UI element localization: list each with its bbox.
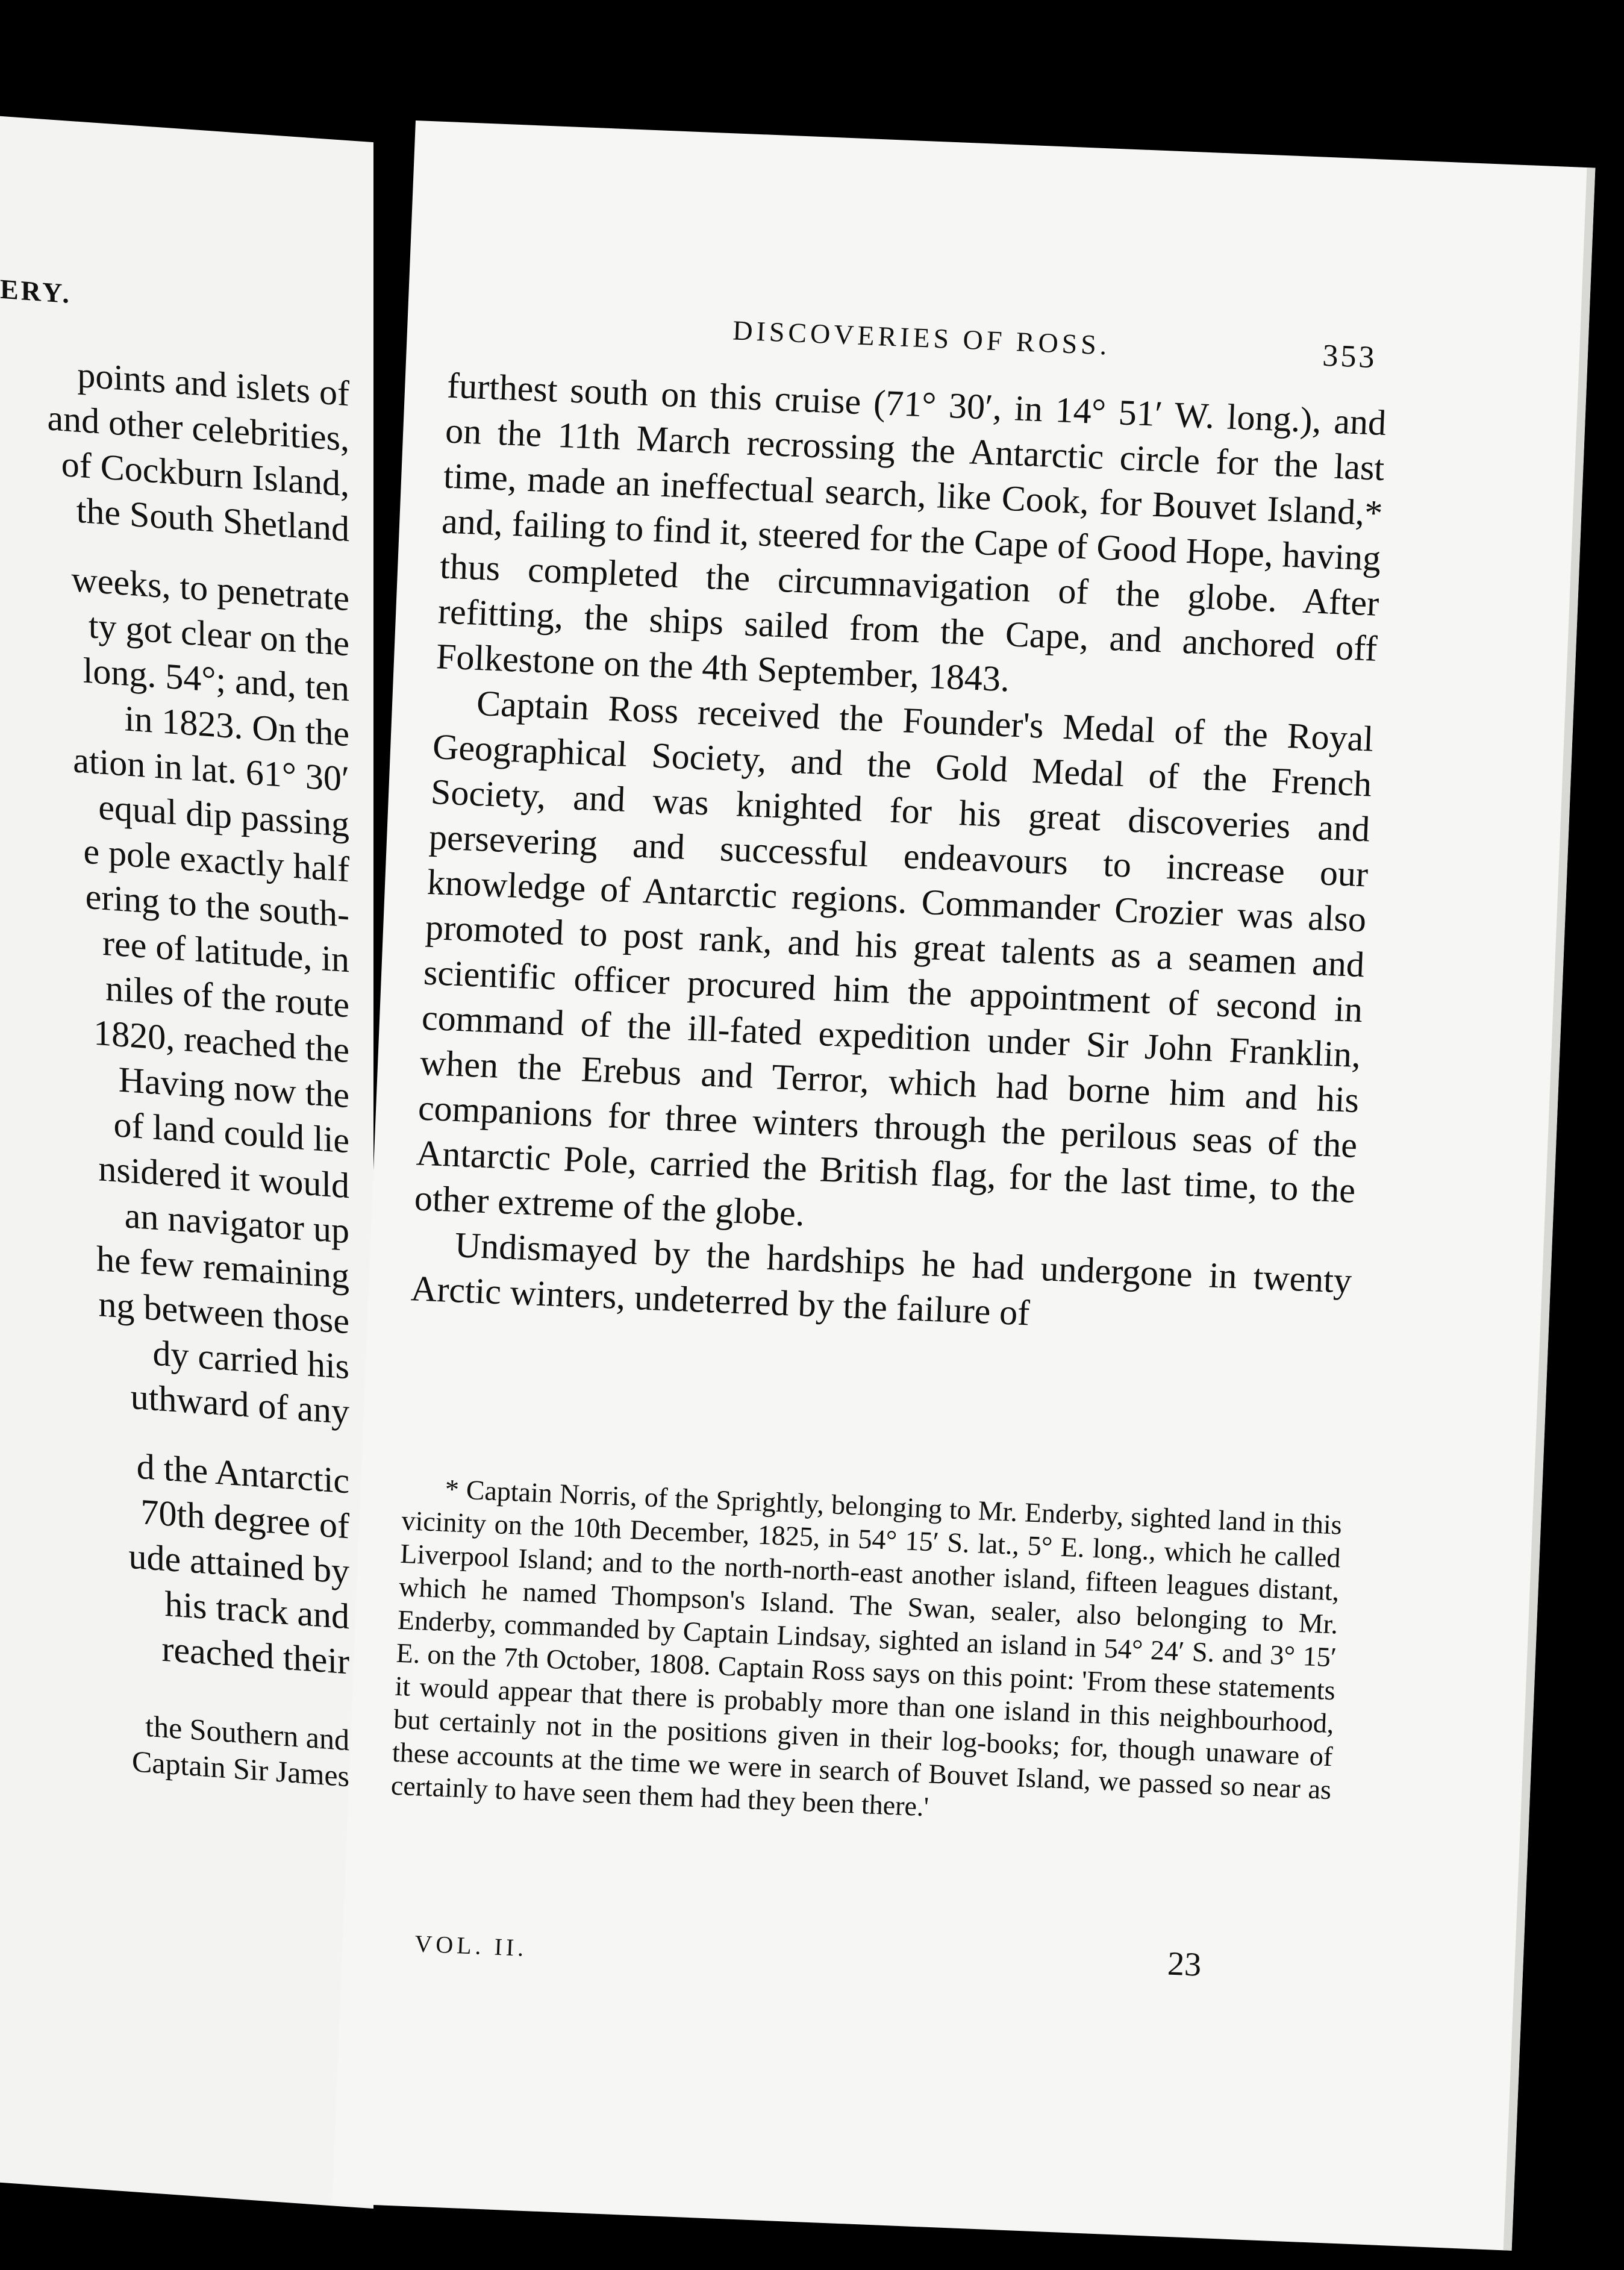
footnote-text: * Captain Norris, of the Sprightly, belonging to Mr. Enderby, sighted land in this vicinity on the 10th December, 1825, in 54° 15′ S. lat., 5° E. long., which he called Liverpool Island; and to the north-north-east another island, fifteen leagues distant, which he named Thompson's Island. The Swan, sealer, also belonging to Mr. Enderby, commanded by Captain Lindsay, sighted an island in 54° 24′ S. and 3° 15′ E. on the 7th October, 1808. Captain Ross says on this point: 'From these statements it would appear that there is probably more than one island in this neighbourhood, but certainly not in the positions given in their log-books; for, though unaware of these accounts at the time we were in search of Bouvet Island, we passed so near as certainly to have seen them had they been there.' [390, 1473, 1343, 1822]
signature-mark: 23 [1166, 1945, 1202, 1984]
left-line: d the Antarctic [136, 1446, 349, 1501]
left-line: of Cockburn Island, [61, 443, 349, 504]
left-line: ree of latitude, in [102, 922, 349, 980]
left-line: dy carried his [152, 1333, 349, 1387]
body-text [410, 363, 1387, 1348]
left-page [0, 114, 373, 2209]
right-page [332, 120, 1595, 2251]
page-edge [1504, 167, 1596, 2251]
left-line: in 1823. On the [124, 698, 349, 754]
page-number: 353 [1322, 338, 1378, 375]
left-line: uthward of any [130, 1376, 349, 1432]
left-line: points and islets of [77, 354, 349, 414]
paragraph-3: Undismayed by the hardships he had undergone in twenty Arctic winters, undeterred by the failure of [410, 1225, 1353, 1333]
left-line: the South Shetland [76, 490, 349, 549]
left-line: 1820, reached the [93, 1012, 349, 1071]
footnote [390, 1471, 1343, 1839]
left-line: ng between those [98, 1284, 349, 1342]
left-line: he few remaining [96, 1238, 349, 1296]
paragraph-1: furthest south on this cruise (71° 30′, in 14° 51′ W. long.), and on the 11th March recrossing the Antarctic circle for the last time, made an ineffectual search, like Cook, for Bouvet Island,* and, failing to find it, steered for the Cape of Good Hope, having thus completed the circumnavigation of the globe. After refitting, the ships sailed from the Cape, and anchored off Folkestone on the 4th September, 1843. [436, 365, 1387, 699]
left-line: ation in lat. 61° 30′ [73, 740, 349, 799]
left-line: ty got clear on the [88, 605, 349, 664]
left-line: 70th degree of [140, 1492, 349, 1546]
paragraph-2: Captain Ross received the Founder's Medal of the Royal Geographical Society, and the Gold Medal of the French Society, and was knighted for his great discoveries and persevering and successful endeavours to increase our knowledge of Antarctic regions. Commander Crozier was also promoted to post rank, and his great talents as a seamen and scientific officer procured him the appointment of second in command of the ill-fated expedition under Sir John Franklin, when the Erebus and Terror, which had borne him and his companions for three winters through the perilous seas of the Antarctic Pole, carried the British flag, for the last time, to the other extreme of the globe. [413, 683, 1375, 1234]
left-footnote-line: the Southern and [145, 1709, 349, 1757]
left-line: his track and [164, 1583, 349, 1637]
left-line: Having now the [118, 1059, 349, 1116]
left-line: an navigator up [124, 1195, 349, 1251]
left-footnote-line: Captain Sir James [131, 1744, 349, 1793]
left-line: long. 54°; and, ten [83, 650, 349, 709]
left-line: reached their [161, 1628, 349, 1682]
volume-marker: VOL. II. [414, 1930, 528, 1962]
left-running-head: ERY. [0, 273, 72, 310]
left-line: ering to the south- [85, 876, 349, 935]
left-line: niles of the route [105, 968, 349, 1025]
left-line: and other celebrities, [47, 398, 349, 459]
left-line: weeks, to penetrate [71, 559, 349, 619]
left-line: nsidered it would [98, 1148, 349, 1206]
left-line: ude attained by [128, 1536, 349, 1592]
running-title: DISCOVERIES OF ROSS. [732, 314, 1111, 361]
left-line: of land could lie [113, 1104, 349, 1161]
left-line: e pole exactly half [83, 831, 349, 890]
left-line: equal dip passing [98, 787, 349, 845]
